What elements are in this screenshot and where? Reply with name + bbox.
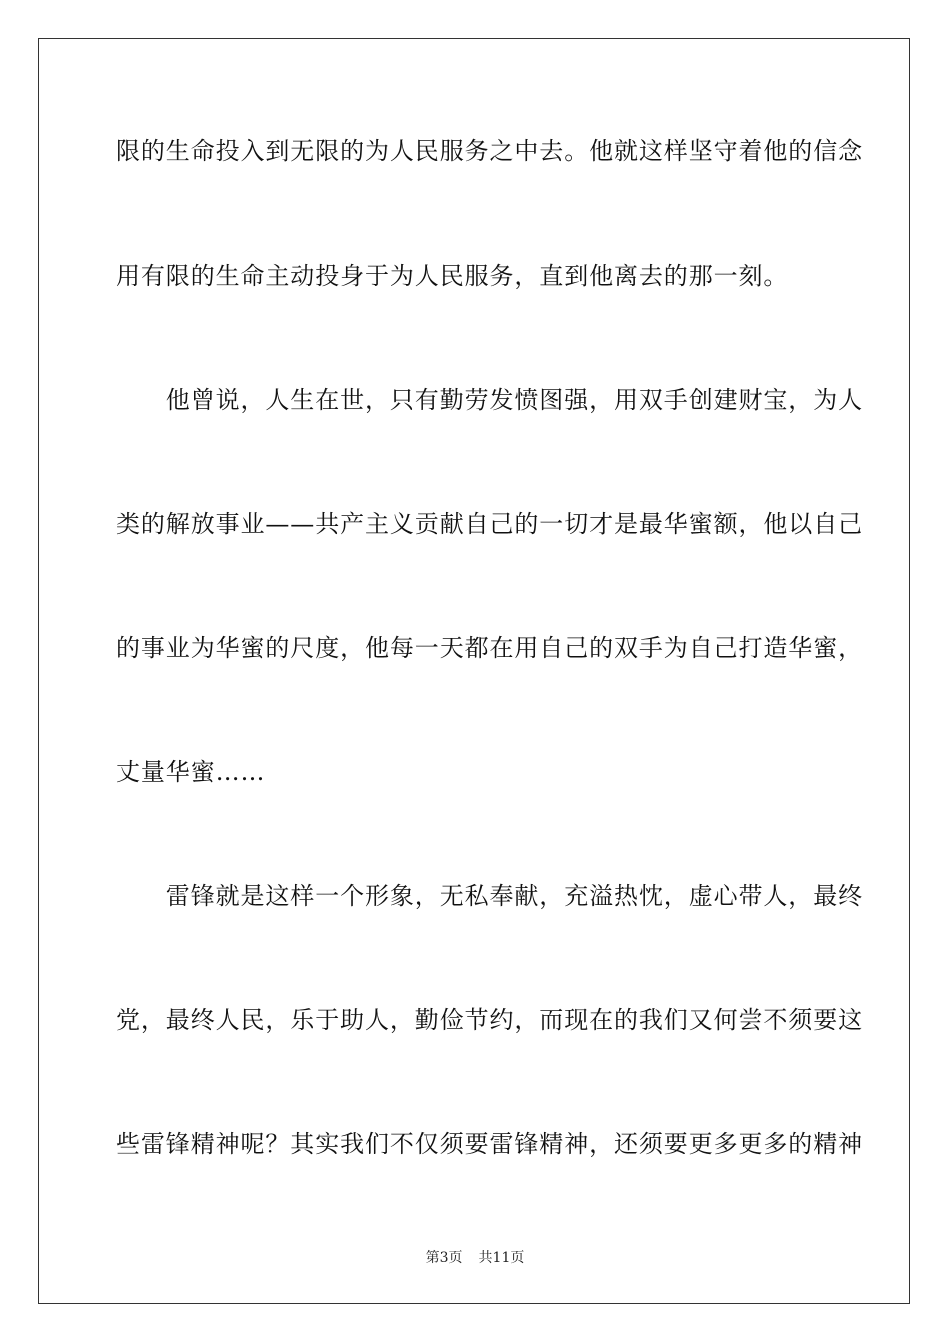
page-footer — [0, 1249, 950, 1267]
text-line: 党，最终人民，乐于助人，勤俭节约，而现在的我们又何尝不须要这 — [116, 1006, 863, 1034]
page-total: 共11页 — [478, 1250, 525, 1266]
page-number: 第3页 — [425, 1250, 463, 1266]
text-line: 丈量华蜜…… — [116, 758, 266, 786]
text-line: 的事业为华蜜的尺度，他每一天都在用自己的双手为自己打造华蜜， — [116, 634, 863, 662]
paragraph-start-line: 他曾说，人生在世，只有勤劳发愤图强，用双手创建财宝，为人 — [116, 386, 863, 414]
text-line: 类的解放事业——共产主义贡献自己的一切才是最华蜜额，他以自己 — [116, 510, 863, 538]
text-line: 些雷锋精神呢？其实我们不仅须要雷锋精神，还须要更多更多的精神 — [116, 1130, 863, 1158]
page-border — [38, 38, 910, 1304]
paragraph-start-line: 雷锋就是这样一个形象，无私奉献，充溢热忱，虚心带人，最终 — [116, 882, 863, 910]
text-line: 用有限的生命主动投身于为人民服务，直到他离去的那一刻。 — [116, 262, 789, 290]
text-line: 限的生命投入到无限的为人民服务之中去。他就这样坚守着他的信念 — [116, 137, 863, 165]
